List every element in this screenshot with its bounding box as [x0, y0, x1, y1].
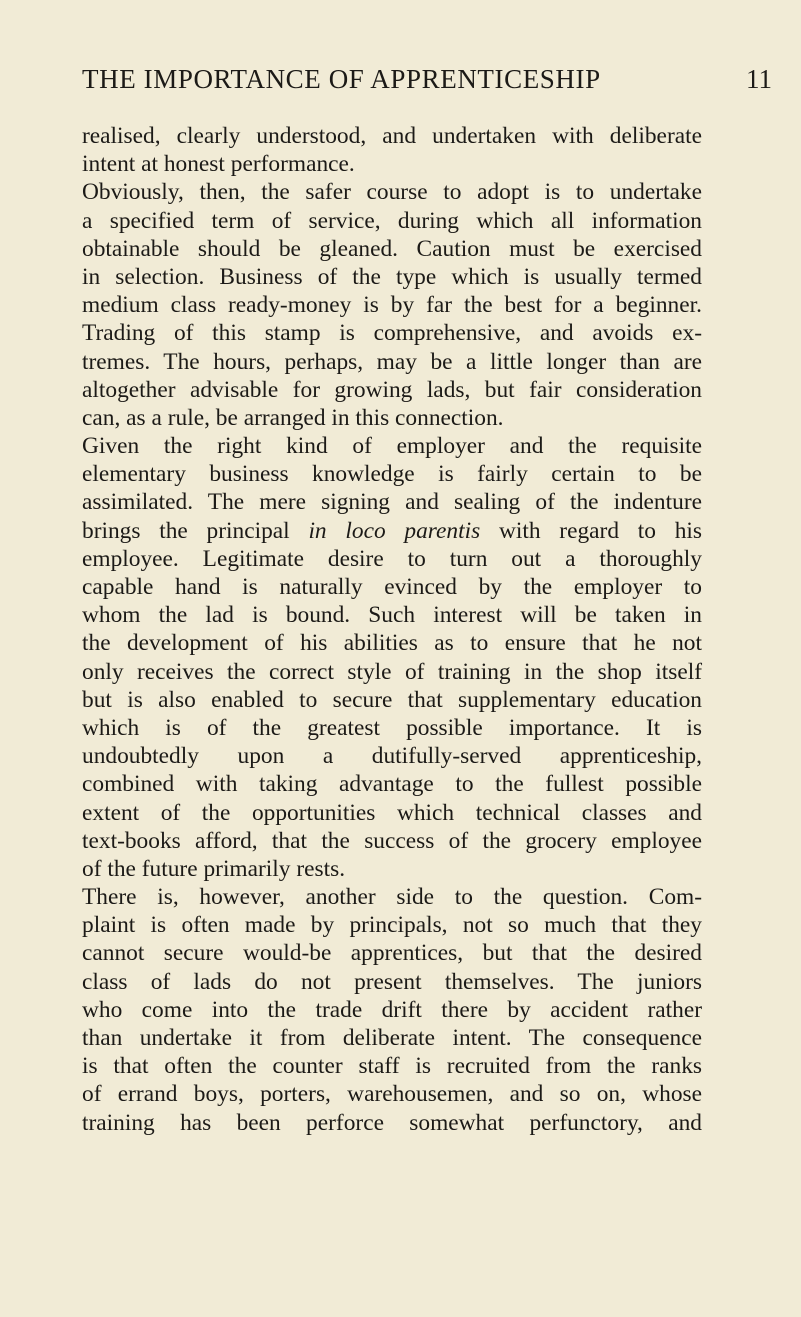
text-line: of the future primarily rests. [82, 855, 346, 882]
text-line: who come into the trade drift there by accident rather [82, 996, 702, 1023]
text-segment: with regard to his [498, 517, 702, 544]
text-line: elementary business knowledge is fairly certain to be [82, 461, 702, 488]
body-text [82, 122, 702, 1137]
text-line: realised, clearly understood, and undertaken with deliberate [82, 123, 702, 149]
text-line: extent of the opportunities which technical classes and [82, 799, 702, 826]
text-line: can, as a rule, be arranged in this connection. [82, 404, 504, 431]
text-line: of errand boys, porters, warehousemen, and so on, whose [82, 1081, 702, 1108]
text-line: Trading of this stamp is comprehensive, and avoids ex- [82, 320, 702, 347]
latin-phrase: in loco parentis [308, 517, 481, 544]
text-line: which is of the greatest possible importance. It is [82, 714, 702, 741]
text-line: obtainable should be gleaned. Caution must be exercised [82, 235, 702, 262]
text-line: only receives the correct style of training in the shop itself [82, 658, 702, 685]
text-line: class of lads do not present themselves. The juniors [82, 968, 702, 995]
text-line: cannot secure would-be apprentices, but that the desired [82, 940, 702, 967]
text-line: but is also enabled to secure that supplementary education [82, 686, 702, 713]
text-line: than undertake it from deliberate intent. The consequence [82, 1025, 702, 1051]
running-title: THE IMPORTANCE OF APPRENTICESHIP [82, 64, 601, 94]
page-number: 11 [746, 64, 772, 94]
text-line: is that often the counter staff is recruited from the ranks [82, 1053, 702, 1080]
text-line: plaint is often made by principals, not so much that they [82, 912, 702, 939]
text-line: a specified term of service, during which all information [82, 207, 702, 234]
text-line: altogether advisable for growing lads, but fair consideration [82, 376, 702, 403]
text-line: combined with taking advantage to the fullest possible [82, 771, 702, 798]
running-head [82, 64, 772, 100]
text-line: employee. Legitimate desire to turn out a thoroughly [82, 545, 702, 572]
text-line: assimilated. The mere signing and sealing of the indenture [82, 489, 702, 516]
text-line: training has been perforce somewhat perfunctory, and [82, 1109, 702, 1136]
text-line: There is, however, another side to the question. Com- [82, 884, 702, 911]
text-line [82, 517, 702, 545]
text-line: the development of his abilities as to ensure that he not [82, 630, 702, 657]
text-line: Obviously, then, the safer course to adopt is to undertake [82, 179, 702, 206]
text-line: undoubtedly upon a dutifully-served apprenticeship, [82, 743, 702, 770]
text-line: intent at honest performance. [82, 151, 355, 178]
text-line: Given the right kind of employer and the requisite [82, 433, 702, 460]
text-line: capable hand is naturally evinced by the employer to [82, 574, 702, 600]
text-line: in selection. Business of the type which is usually termed [82, 263, 702, 290]
text-line: medium class ready-money is by far the best for a beginner. [82, 292, 702, 319]
text-line: tremes. The hours, perhaps, may be a little longer than are [82, 348, 702, 375]
text-segment: brings the principal [82, 517, 290, 544]
text-line: whom the lad is bound. Such interest will be taken in [82, 602, 702, 629]
text-line: text-books afford, that the success of the grocery employee [82, 827, 702, 854]
